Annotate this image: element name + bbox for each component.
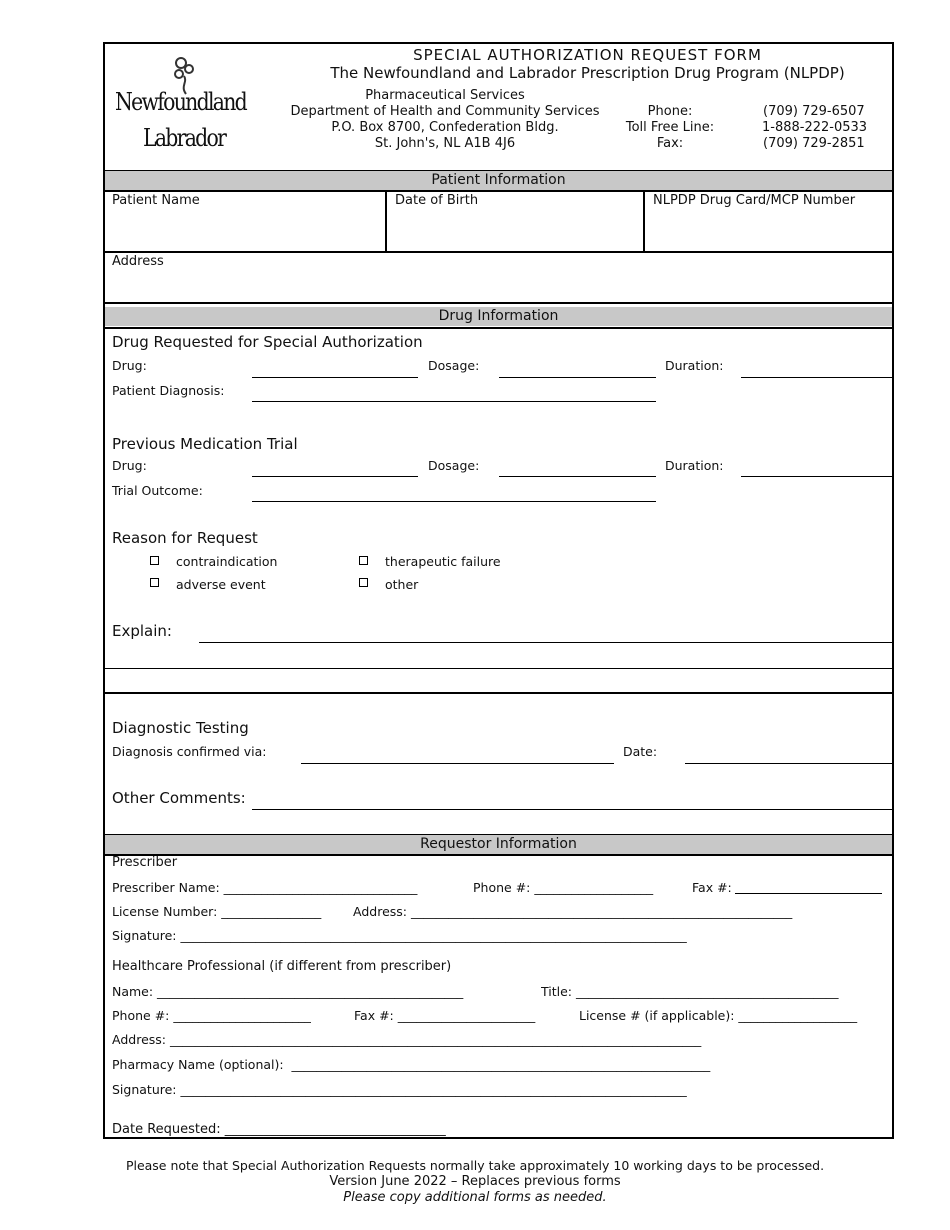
- explain-line-2[interactable]: [103, 668, 894, 669]
- hcp-fax-field[interactable]: Fax #: ______________________: [354, 1008, 536, 1023]
- other-comments-label: Other Comments:: [112, 789, 246, 807]
- adverse-event-label: adverse event: [176, 577, 266, 592]
- prescriber-name-field[interactable]: Prescriber Name: _______________________________: [112, 880, 418, 895]
- address-line-2: Department of Health and Community Services: [290, 104, 600, 119]
- contact-fax-label: Fax:: [656, 136, 684, 151]
- therapeutic-failure-checkbox[interactable]: [359, 556, 368, 565]
- trial-dosage-label: Dosage:: [428, 458, 480, 473]
- trial-outcome-label: Trial Outcome:: [112, 483, 203, 498]
- divider: [643, 190, 645, 252]
- drug-input[interactable]: [252, 377, 418, 378]
- trial-duration-input[interactable]: [741, 476, 893, 477]
- form-title: SPECIAL AUTHORIZATION REQUEST FORM: [413, 46, 762, 64]
- divider: [103, 854, 894, 856]
- prescriber-signature-field[interactable]: Signature: _________________________________________________________________________________: [112, 928, 687, 943]
- contact-phone-label: Phone:: [647, 104, 693, 119]
- divider: [103, 302, 894, 304]
- hcp-phone-field[interactable]: Phone #: ______________________: [112, 1008, 311, 1023]
- contraindication-checkbox[interactable]: [150, 556, 159, 565]
- divider: [103, 327, 894, 329]
- hcp-signature-field[interactable]: Signature: _________________________________________________________________________________: [112, 1082, 687, 1097]
- hcp-address-field[interactable]: Address: _____________________________________________________________________________________: [112, 1032, 702, 1047]
- dosage-input[interactable]: [499, 377, 656, 378]
- duration-input[interactable]: [741, 377, 893, 378]
- previous-trial-heading: Previous Medication Trial: [112, 435, 298, 453]
- drug-label: Drug:: [112, 358, 147, 373]
- diagnosis-input[interactable]: [252, 401, 656, 402]
- divider: [103, 692, 894, 694]
- contact-tollfree-label: Toll Free Line:: [625, 120, 715, 135]
- footer-copy: Please copy additional forms as needed.: [343, 1190, 607, 1205]
- divider: [103, 190, 894, 192]
- drug-section-title: Drug Information: [105, 307, 892, 326]
- prescriber-address-field[interactable]: Address: _____________________________________________________________: [353, 904, 793, 919]
- contact-tollfree-value: 1-888-222-0533: [762, 120, 868, 135]
- patient-section-title: Patient Information: [105, 171, 892, 190]
- date-requested-field[interactable]: Date Requested: __________________________________: [112, 1122, 446, 1137]
- drug-card-field[interactable]: NLPDP Drug Card/MCP Number: [653, 193, 856, 208]
- explain-label: Explain:: [112, 622, 172, 640]
- logo-line1: Newfoundland: [115, 88, 247, 116]
- other-comments-input[interactable]: [252, 809, 893, 810]
- patient-name-field[interactable]: Patient Name: [112, 193, 200, 208]
- divider: [385, 190, 387, 252]
- drug-requested-heading: Drug Requested for Special Authorization: [112, 333, 423, 351]
- contraindication-label: contraindication: [176, 554, 278, 569]
- diagnosis-label: Patient Diagnosis:: [112, 383, 225, 398]
- footer-note: Please note that Special Authorization Requests normally take approximately 10 working days to be processed.: [125, 1158, 825, 1173]
- diag-confirmed-label: Diagnosis confirmed via:: [112, 744, 267, 759]
- license-number-field[interactable]: License Number: ________________: [112, 904, 322, 919]
- hcp-name-field[interactable]: Name: _________________________________________________: [112, 984, 464, 999]
- contact-phone-value: (709) 729-6507: [763, 104, 865, 119]
- diag-testing-heading: Diagnostic Testing: [112, 719, 249, 737]
- form-subtitle: The Newfoundland and Labrador Prescription Drug Program (NLPDP): [330, 64, 845, 82]
- footer-version: Version June 2022 – Replaces previous forms: [329, 1174, 621, 1189]
- other-checkbox[interactable]: [359, 578, 368, 587]
- logo-line2: Labrador: [143, 124, 226, 152]
- divider: [103, 251, 894, 253]
- hcp-title-field[interactable]: Title: __________________________________________: [541, 984, 839, 999]
- trial-drug-input[interactable]: [252, 476, 418, 477]
- diag-confirmed-input[interactable]: [301, 763, 614, 764]
- duration-label: Duration:: [665, 358, 724, 373]
- trial-outcome-input[interactable]: [252, 501, 656, 502]
- other-label: other: [385, 577, 419, 592]
- adverse-event-checkbox[interactable]: [150, 578, 159, 587]
- therapeutic-failure-label: therapeutic failure: [385, 554, 501, 569]
- patient-address-field[interactable]: Address: [112, 254, 164, 269]
- trial-dosage-input[interactable]: [499, 476, 656, 477]
- trial-drug-label: Drug:: [112, 458, 147, 473]
- hcp-heading: Healthcare Professional (if different from prescriber): [112, 959, 452, 974]
- pharmacy-name-field[interactable]: Pharmacy Name (optional): ___________________________________________________________________: [112, 1057, 711, 1072]
- address-line-4: St. John's, NL A1B 4J6: [374, 136, 516, 151]
- diag-date-label: Date:: [623, 744, 658, 759]
- prescriber-fax-input[interactable]: [735, 893, 882, 894]
- reason-heading: Reason for Request: [112, 529, 258, 547]
- address-line-1: Pharmaceutical Services: [365, 88, 525, 103]
- requestor-section-title: Requestor Information: [105, 835, 892, 854]
- contact-fax-value: (709) 729-2851: [763, 136, 865, 151]
- trial-duration-label: Duration:: [665, 458, 724, 473]
- hcp-license-field[interactable]: License # (if applicable): ___________________: [579, 1008, 858, 1023]
- logo: [115, 52, 245, 160]
- address-line-3: P.O. Box 8700, Confederation Bldg.: [331, 120, 559, 135]
- dob-field[interactable]: Date of Birth: [395, 193, 479, 208]
- prescriber-heading: Prescriber: [112, 855, 178, 870]
- prescriber-fax-label: Fax #:: [692, 880, 732, 895]
- diag-date-input[interactable]: [685, 763, 893, 764]
- dosage-label: Dosage:: [428, 358, 480, 373]
- prescriber-phone-field[interactable]: Phone #: ___________________: [473, 880, 654, 895]
- explain-input[interactable]: [199, 642, 893, 643]
